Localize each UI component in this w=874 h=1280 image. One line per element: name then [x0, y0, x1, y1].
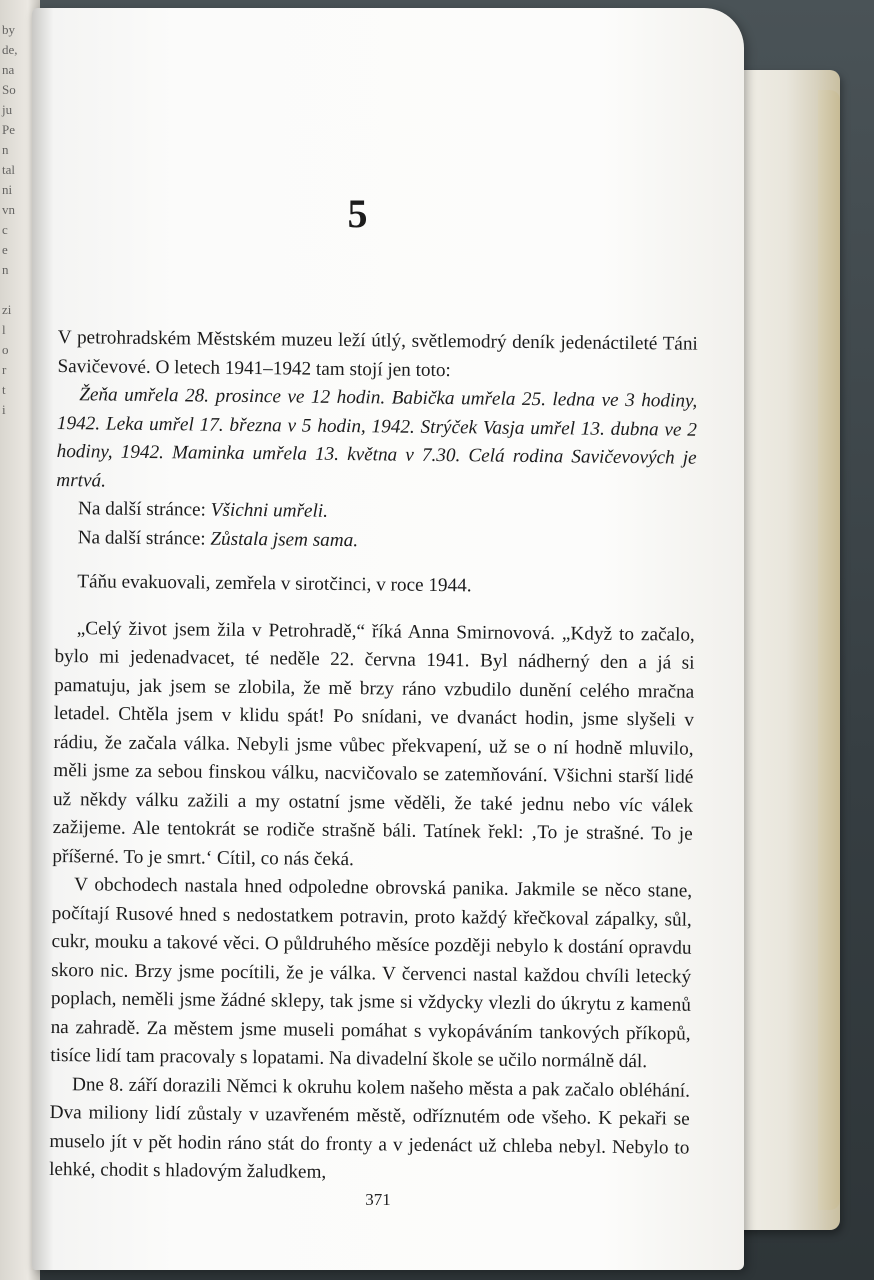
- page-number: 371: [365, 1190, 391, 1209]
- next-page-quote-1: Všichni umřeli.: [210, 499, 329, 522]
- chapter-number: 5: [347, 191, 369, 236]
- next-page-quote-2: Zůstala jsem sama.: [210, 528, 359, 551]
- paragraph-evacuation: Táňu evakuovali, zemřela v sirotčinci, v roce 1944.: [77, 571, 472, 597]
- next-page-lead-2: Na další stránce:: [77, 526, 211, 550]
- paragraph-anna-smirnovova: „Celý život jsem žila v Petrohradě,“ říká Anna Smirnovová. „Když to začalo, bylo mi jedenadvacet, té neděle 22. června 1941. Byl nádherný den a já si pamatuju, jak jsem se zlobila, že mě brzy ráno vzbudilo dunění celého mračna letadel. Chtěla jsem v klidu spát! Po snídani, ve dvanáct hodin, jsme slyšeli v rádiu, že začala válka. Nebyli jsme vůbec překvapení, už se o ní hodně mluvilo, měli jsme za sebou finskou válku, nacvičovalo se zatemňování. Všichni starší lidé už někdy válku zažili a my ostatní jsme věděli, že také jednu nebo víc válek zažijeme. Ale tentokrát se rodiče strašně báli. Tatínek řekl: ‚To je strašné. To je příšerné. To je smrt.‘ Cítil, co nás čeká.: [52, 617, 695, 870]
- paragraph-diary-entries: Žeňa umřela 28. prosince ve 12 hodin. Babička umřela 25. ledna ve 3 hodiny, 1942. Leka umřel 17. března v 5 hodin, 1942. Strýček Vasja umřel 13. dubna ve 2 hodiny, 1942. Maminka umřela 13. května v 7.30. Celá rodina Savičevových je mrtvá.: [56, 384, 698, 492]
- paragraph-shops-panic: V obchodech nastala hned odpoledne obrovská panika. Jakmile se něco stane, počítají Rusové hned s nedostatkem potravin, proto každý křečkoval zápalky, sůl, cukr, mouku a takové věci. O půldruhého měsíce později nebylo k dostání opravdu skoro nic. Brzy jsme pocítili, že je válka. V červenci nastal každou chvíli letecký poplach, neměli jsme žádné sklepy, tak jsme si vždycky vlezli do úkrytu z kamenů na zahradě. Za městem jsme museli pomáhat s vykopáváním tankových příkopů, tisíce lidí tam pracovaly s lopatami. Na divadelní škole se učilo normálně dál.: [50, 874, 693, 1073]
- body-text: [49, 324, 698, 1191]
- book-page: [32, 8, 744, 1270]
- left-page-text-fragments: by de, na So ju Pe n tal ni vn c e n zi l o r t i: [2, 22, 18, 417]
- paragraph-siege: Dne 8. září dorazili Němci k okruhu kolem našeho města a pak začalo obléhání. Dva miliony lidí zůstaly v uzavřeném městě, odříznutém ode všeho. K pekaři se muselo jít v pět hodin ráno stát do fronty a v jedenáct už chleba nebyl. Nebylo to lehké, chodit s hladovým žaludkem,: [49, 1073, 691, 1183]
- paragraph-next-page-2: [56, 523, 696, 558]
- next-page-lead-1: Na další stránce:: [77, 498, 211, 521]
- paragraph-intro: V petrohradském Městském muzeu leží útlý, světlemodrý deník jedenáctileté Táni Savičevové. O letech 1941–1942 tam stojí jen toto:: [57, 326, 698, 381]
